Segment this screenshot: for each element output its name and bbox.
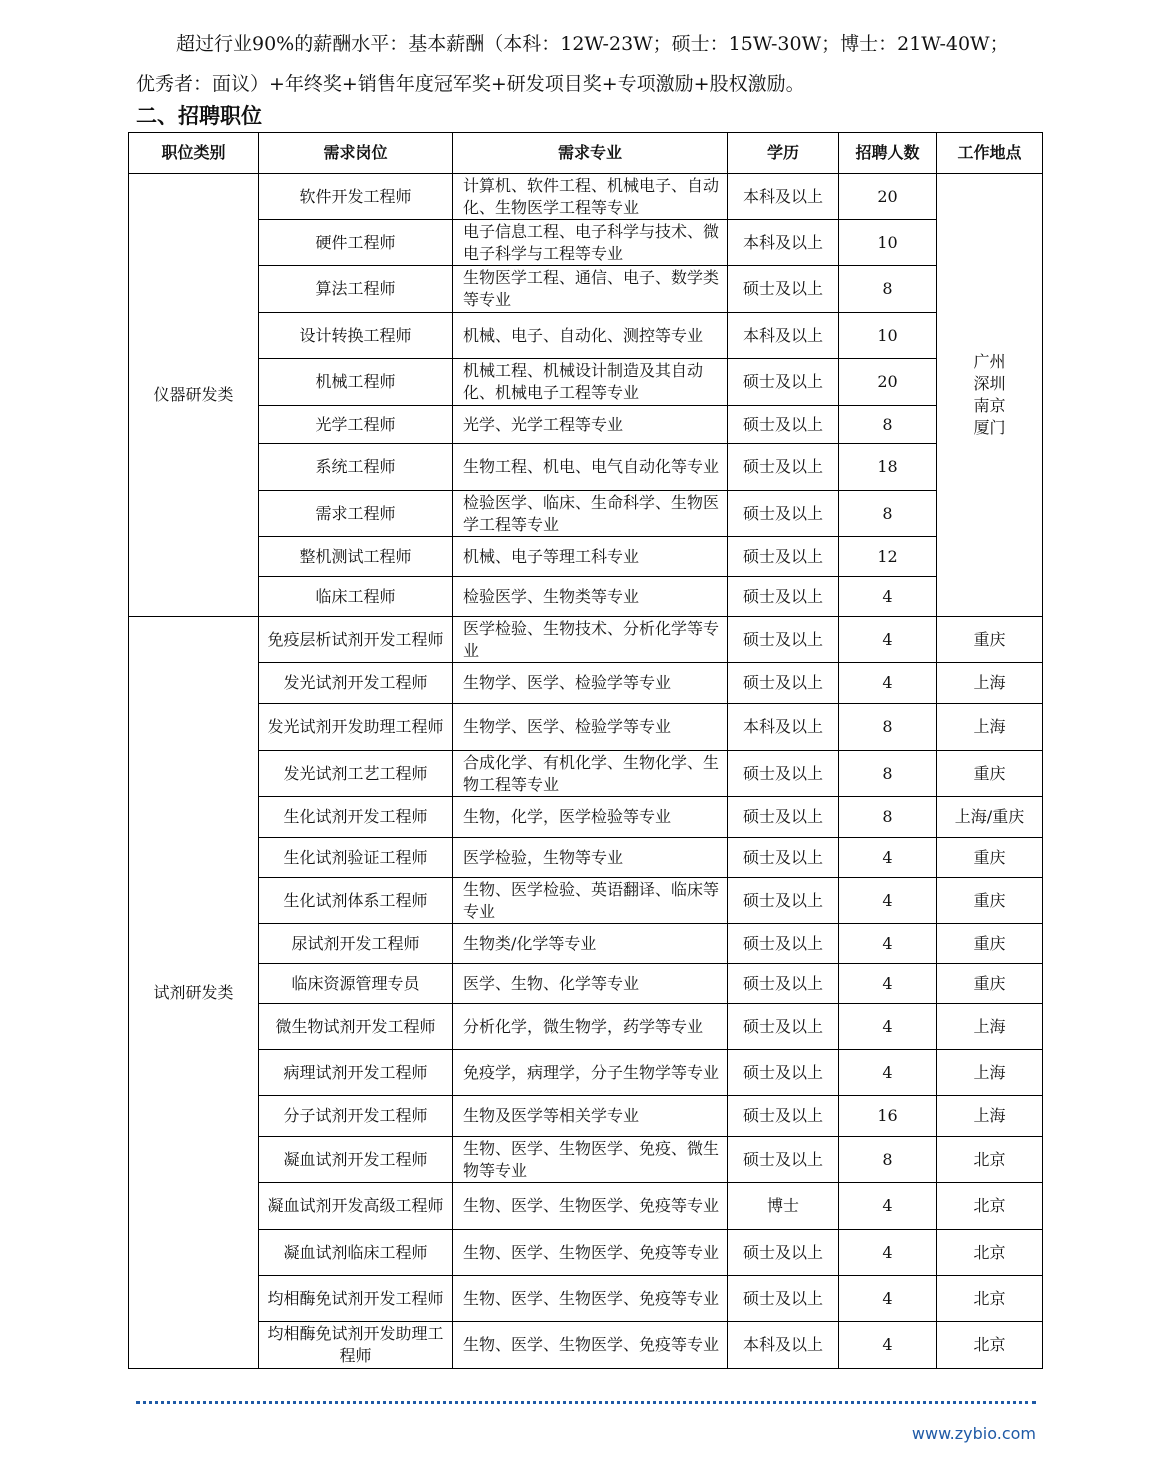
major-cell: 生物、医学、生物医学、免疫等专业 [453, 1276, 728, 1322]
post-cell: 均相酶免试剂开发助理工程师 [259, 1322, 453, 1369]
degree-cell: 硕士及以上 [728, 751, 839, 797]
major-cell: 生物类/化学等专业 [453, 924, 728, 964]
count-cell: 10 [839, 220, 937, 266]
location-cell: 重庆 [937, 924, 1043, 964]
table-row [129, 537, 1043, 577]
intro-paragraph [136, 24, 1016, 104]
count-cell: 8 [839, 266, 937, 313]
major-cell: 生物医学工程、通信、电子、数学类等专业 [453, 266, 728, 313]
major-cell: 检验医学、临床、生命科学、生物医学工程等专业 [453, 491, 728, 537]
count-cell: 4 [839, 878, 937, 924]
count-cell: 4 [839, 1050, 937, 1096]
table-row [129, 838, 1043, 878]
location-cell: 上海 [937, 1050, 1043, 1096]
post-cell: 临床工程师 [259, 577, 453, 617]
location-cell: 北京 [937, 1183, 1043, 1230]
intro-text: 超过行业90%的薪酬水平：基本薪酬（本科：12W-23W；硕士：15W-30W；博士：21W-40W；优秀者：面议）+年终奖+销售年度冠军奖+研发项目奖+专项激励+股权激励。 [136, 33, 1009, 95]
location-cell: 上海 [937, 704, 1043, 751]
degree-cell: 硕士及以上 [728, 924, 839, 964]
post-cell: 系统工程师 [259, 444, 453, 491]
table-row [129, 797, 1043, 838]
major-cell: 生物学、医学、检验学等专业 [453, 663, 728, 704]
table-row [129, 1276, 1043, 1322]
post-cell: 机械工程师 [259, 359, 453, 406]
post-cell: 设计转换工程师 [259, 313, 453, 359]
count-cell: 4 [839, 617, 937, 663]
post-cell: 凝血试剂开发工程师 [259, 1137, 453, 1183]
count-cell: 8 [839, 704, 937, 751]
degree-cell: 硕士及以上 [728, 838, 839, 878]
post-cell: 临床资源管理专员 [259, 964, 453, 1004]
count-cell: 8 [839, 797, 937, 838]
major-cell: 生物工程、机电、电气自动化等专业 [453, 444, 728, 491]
table-row [129, 220, 1043, 266]
table-row [129, 1322, 1043, 1369]
table-row [129, 878, 1043, 924]
degree-cell: 硕士及以上 [728, 1137, 839, 1183]
major-cell: 生物、医学检验、英语翻译、临床等专业 [453, 878, 728, 924]
degree-cell: 硕士及以上 [728, 797, 839, 838]
count-cell: 12 [839, 537, 937, 577]
post-cell: 软件开发工程师 [259, 174, 453, 220]
post-cell: 光学工程师 [259, 406, 453, 444]
table-body [129, 174, 1043, 1369]
major-cell: 合成化学、有机化学、生物化学、生物工程等专业 [453, 751, 728, 797]
degree-cell: 硕士及以上 [728, 1004, 839, 1050]
degree-cell: 本科及以上 [728, 174, 839, 220]
table-row [129, 964, 1043, 1004]
degree-cell: 硕士及以上 [728, 617, 839, 663]
count-cell: 4 [839, 838, 937, 878]
post-cell: 分子试剂开发工程师 [259, 1096, 453, 1137]
category-cell: 试剂研发类 [129, 617, 259, 1369]
post-cell: 算法工程师 [259, 266, 453, 313]
post-cell: 发光试剂工艺工程师 [259, 751, 453, 797]
table-row [129, 1050, 1043, 1096]
post-cell: 免疫层析试剂开发工程师 [259, 617, 453, 663]
major-cell: 生物学、医学、检验学等专业 [453, 704, 728, 751]
post-cell: 整机测试工程师 [259, 537, 453, 577]
table-row [129, 359, 1043, 406]
location-cell: 上海 [937, 1096, 1043, 1137]
degree-cell: 硕士及以上 [728, 406, 839, 444]
location-cell: 上海/重庆 [937, 797, 1043, 838]
count-cell: 8 [839, 751, 937, 797]
degree-cell: 硕士及以上 [728, 537, 839, 577]
table-row [129, 491, 1043, 537]
post-cell: 生化试剂体系工程师 [259, 878, 453, 924]
post-cell: 凝血试剂临床工程师 [259, 1230, 453, 1276]
count-cell: 4 [839, 1276, 937, 1322]
post-cell: 病理试剂开发工程师 [259, 1050, 453, 1096]
table-row [129, 617, 1043, 663]
major-cell: 计算机、软件工程、机械电子、自动化、生物医学工程等专业 [453, 174, 728, 220]
location-cell: 广州 深圳 南京 厦门 [937, 174, 1043, 617]
degree-cell: 硕士及以上 [728, 1230, 839, 1276]
major-cell: 机械、电子等理工科专业 [453, 537, 728, 577]
count-cell: 10 [839, 313, 937, 359]
post-cell: 生化试剂开发工程师 [259, 797, 453, 838]
major-cell: 光学、光学工程等专业 [453, 406, 728, 444]
major-cell: 机械、电子、自动化、测控等专业 [453, 313, 728, 359]
major-cell: 医学检验、生物技术、分析化学等专业 [453, 617, 728, 663]
degree-cell: 硕士及以上 [728, 663, 839, 704]
major-cell: 医学、生物、化学等专业 [453, 964, 728, 1004]
header-post: 需求岗位 [259, 133, 453, 174]
count-cell: 20 [839, 359, 937, 406]
count-cell: 18 [839, 444, 937, 491]
location-cell: 北京 [937, 1322, 1043, 1369]
count-cell: 8 [839, 491, 937, 537]
table-row [129, 751, 1043, 797]
location-cell: 重庆 [937, 878, 1043, 924]
location-cell: 上海 [937, 663, 1043, 704]
major-cell: 电子信息工程、电子科学与技术、微电子科学与工程等专业 [453, 220, 728, 266]
major-cell: 生物、医学、生物医学、免疫等专业 [453, 1183, 728, 1230]
degree-cell: 博士 [728, 1183, 839, 1230]
count-cell: 4 [839, 577, 937, 617]
post-cell: 凝血试剂开发高级工程师 [259, 1183, 453, 1230]
count-cell: 16 [839, 1096, 937, 1137]
degree-cell: 硕士及以上 [728, 266, 839, 313]
table-header-row [129, 133, 1043, 174]
count-cell: 4 [839, 924, 937, 964]
degree-cell: 硕士及以上 [728, 1276, 839, 1322]
degree-cell: 硕士及以上 [728, 1050, 839, 1096]
degree-cell: 硕士及以上 [728, 577, 839, 617]
count-cell: 8 [839, 1137, 937, 1183]
header-count: 招聘人数 [839, 133, 937, 174]
location-cell: 北京 [937, 1276, 1043, 1322]
header-location: 工作地点 [937, 133, 1043, 174]
table-row [129, 577, 1043, 617]
table-row [129, 1230, 1043, 1276]
location-cell: 北京 [937, 1137, 1043, 1183]
major-cell: 医学检验，生物等专业 [453, 838, 728, 878]
degree-cell: 本科及以上 [728, 1322, 839, 1369]
post-cell: 生化试剂验证工程师 [259, 838, 453, 878]
table-row [129, 1004, 1043, 1050]
table-row [129, 406, 1043, 444]
location-cell: 上海 [937, 1004, 1043, 1050]
post-cell: 尿试剂开发工程师 [259, 924, 453, 964]
count-cell: 8 [839, 406, 937, 444]
table-row [129, 266, 1043, 313]
section-title: 二、招聘职位 [136, 104, 262, 128]
post-cell: 发光试剂开发工程师 [259, 663, 453, 704]
count-cell: 4 [839, 663, 937, 704]
degree-cell: 本科及以上 [728, 220, 839, 266]
degree-cell: 硕士及以上 [728, 1096, 839, 1137]
count-cell: 4 [839, 1322, 937, 1369]
count-cell: 4 [839, 964, 937, 1004]
major-cell: 生物、医学、生物医学、免疫、微生物等专业 [453, 1137, 728, 1183]
table-row [129, 444, 1043, 491]
table-row [129, 1137, 1043, 1183]
degree-cell: 硕士及以上 [728, 878, 839, 924]
table-row [129, 1183, 1043, 1230]
degree-cell: 硕士及以上 [728, 491, 839, 537]
post-cell: 微生物试剂开发工程师 [259, 1004, 453, 1050]
major-cell: 分析化学，微生物学，药学等专业 [453, 1004, 728, 1050]
table-row [129, 174, 1043, 220]
count-cell: 20 [839, 174, 937, 220]
header-degree: 学历 [728, 133, 839, 174]
table-row [129, 313, 1043, 359]
location-cell: 重庆 [937, 617, 1043, 663]
major-cell: 生物及医学等相关学专业 [453, 1096, 728, 1137]
post-cell: 硬件工程师 [259, 220, 453, 266]
major-cell: 生物，化学，医学检验等专业 [453, 797, 728, 838]
category-cell: 仪器研发类 [129, 174, 259, 617]
post-cell: 发光试剂开发助理工程师 [259, 704, 453, 751]
location-cell: 北京 [937, 1230, 1043, 1276]
table-row [129, 704, 1043, 751]
post-cell: 均相酶免试剂开发工程师 [259, 1276, 453, 1322]
major-cell: 检验医学、生物类等专业 [453, 577, 728, 617]
table-row [129, 663, 1043, 704]
count-cell: 4 [839, 1004, 937, 1050]
header-category: 职位类别 [129, 133, 259, 174]
degree-cell: 本科及以上 [728, 313, 839, 359]
location-cell: 重庆 [937, 964, 1043, 1004]
footer-divider [136, 1401, 1036, 1404]
major-cell: 免疫学，病理学，分子生物学等专业 [453, 1050, 728, 1096]
major-cell: 生物、医学、生物医学、免疫等专业 [453, 1322, 728, 1369]
major-cell: 机械工程、机械设计制造及其自动化、机械电子工程等专业 [453, 359, 728, 406]
location-cell: 重庆 [937, 838, 1043, 878]
table-row [129, 1096, 1043, 1137]
major-cell: 生物、医学、生物医学、免疫等专业 [453, 1230, 728, 1276]
count-cell: 4 [839, 1230, 937, 1276]
footer-url: www.zybio.com [911, 1424, 1036, 1443]
degree-cell: 硕士及以上 [728, 444, 839, 491]
degree-cell: 硕士及以上 [728, 359, 839, 406]
count-cell: 4 [839, 1183, 937, 1230]
location-cell: 重庆 [937, 751, 1043, 797]
table-row [129, 924, 1043, 964]
degree-cell: 硕士及以上 [728, 964, 839, 1004]
post-cell: 需求工程师 [259, 491, 453, 537]
header-major: 需求专业 [453, 133, 728, 174]
degree-cell: 本科及以上 [728, 704, 839, 751]
job-table [128, 132, 1043, 1369]
